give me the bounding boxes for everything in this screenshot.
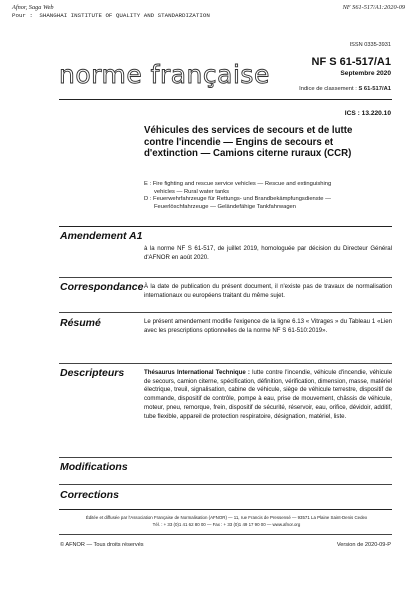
title-line-1: Véhicules des services de secours et de lutte: [144, 125, 353, 136]
header-licensee: [12, 12, 210, 19]
divider-corrections: [59, 484, 392, 485]
classement-index: [299, 86, 391, 92]
standard-number: NF S 61-517/A1: [311, 56, 391, 68]
publisher-contact: Tél. : + 33 (0)1 41 62 80 00 — Fax : + 33 (0)1 49 17 90 00 — www.afnor.org: [152, 522, 301, 527]
section-label-descripteurs: Descripteurs: [60, 367, 125, 379]
divider-modifications: [59, 457, 392, 458]
translation-e-prefix: E :: [144, 181, 152, 187]
section-label-amendement: Amendement A1: [60, 230, 143, 242]
copyright-notice: © AFNOR — Tous droits réservés: [60, 542, 144, 548]
standard-date: Septembre 2020: [340, 70, 391, 77]
section-label-correspondance: Correspondance: [60, 281, 144, 293]
divider-amendement: [59, 226, 392, 227]
header-reference: NF S61-517/A1:2020-09: [342, 4, 405, 11]
divider-top: [59, 99, 392, 100]
publisher-address: Éditée et diffusée par l'Association Française de Normalisation (AFNOR) — 11, rue Francis de Pressensé — 93571 La Plaine Saint-Denis Cedex: [85, 515, 368, 520]
translation-german: [144, 196, 331, 211]
thesaurus-label: Thésaurus International Technique :: [144, 369, 250, 376]
ics-label: ICS :: [344, 110, 360, 117]
translation-d-line-2: Feuerlöschfahrzeuge — Geländefähige Tankfahrwagen: [154, 203, 297, 210]
header-licensee-prefix: Pour :: [12, 12, 33, 19]
section-text-amendement: à la norme NF S 61-517, de juillet 2019, homologuée par décision du Directeur Général d'AFNOR en août 2020.: [144, 245, 392, 261]
title-line-2: contre l'incendie — Engins de secours et: [144, 136, 334, 148]
classement-value: S 61-517/A1: [358, 86, 391, 92]
divider-footer: [59, 509, 392, 510]
section-label-resume: Résumé: [60, 317, 101, 329]
issn: ISSN 0335-3931: [349, 42, 391, 48]
ics-value: 13.220.10: [361, 110, 391, 117]
divider-correspondance: [59, 277, 392, 278]
translation-d-prefix: D :: [144, 196, 152, 203]
divider-resume: [59, 312, 392, 313]
header-licensee-name: SHANGHAI INSTITUTE OF QUALITY AND STANDARDIZATION: [39, 12, 210, 19]
divider-bottom: [59, 534, 392, 535]
document-title: [144, 125, 352, 160]
classement-label: Indice de classement :: [299, 86, 357, 92]
translations: [144, 181, 331, 211]
title-line-3: d'extinction — Camions citerne ruraux (CCR): [144, 148, 352, 160]
translation-english: [144, 181, 331, 196]
header-source: Afnor, Saga Web: [12, 4, 54, 11]
translation-e-line-1: Fire fighting and rescue service vehicles — Rescue and extinguishing: [152, 181, 332, 187]
descripteurs-keywords: lutte contre l'incendie, véhicule d'incendie, véhicule de secours, camion citerne, spécification, définition, vérification, dimension, masse, matériel électrique, treuil, signalisation, cabine de véhicule, siège de véhicule terrestre, dispositif de commande, dispositif de contrôle, pompe à eau, prise de mouvement, châssis de véhicule, moteur, pneu, remorque, frein, dispositif de sécurité, réservoir, eau, orifice, dévidoir, additif, tube flexible, appareil de protection respiratoire, désignation, matériel, liste.: [144, 369, 392, 420]
norme-francaise-logo: norme française: [59, 60, 270, 89]
section-text-correspondance: À la date de publication du présent document, il n'existe pas de travaux de normalisation internationaux ou européens traitant du même sujet.: [144, 283, 392, 299]
translation-d-line-1: Feuerwehrfahrzeuge für Rettungs- und Brandbekämpfungsdienste —: [153, 196, 331, 203]
section-text-descripteurs: [144, 369, 392, 421]
ics-code: [345, 110, 391, 117]
version-label: Version de 2020-09-P: [336, 542, 391, 548]
section-label-modifications: Modifications: [60, 461, 128, 473]
divider-descripteurs: [59, 363, 392, 364]
translation-e-line-2: vehicles — Rural water tanks: [154, 188, 230, 195]
section-text-resume: Le présent amendement modifie l'exigence de la ligne 6.13 « Vitrages » du Tableau 1 «Lien avec les prescriptions optionnelles de la norme NF S 61-510:2019».: [144, 318, 392, 334]
section-label-corrections: Corrections: [60, 489, 119, 501]
